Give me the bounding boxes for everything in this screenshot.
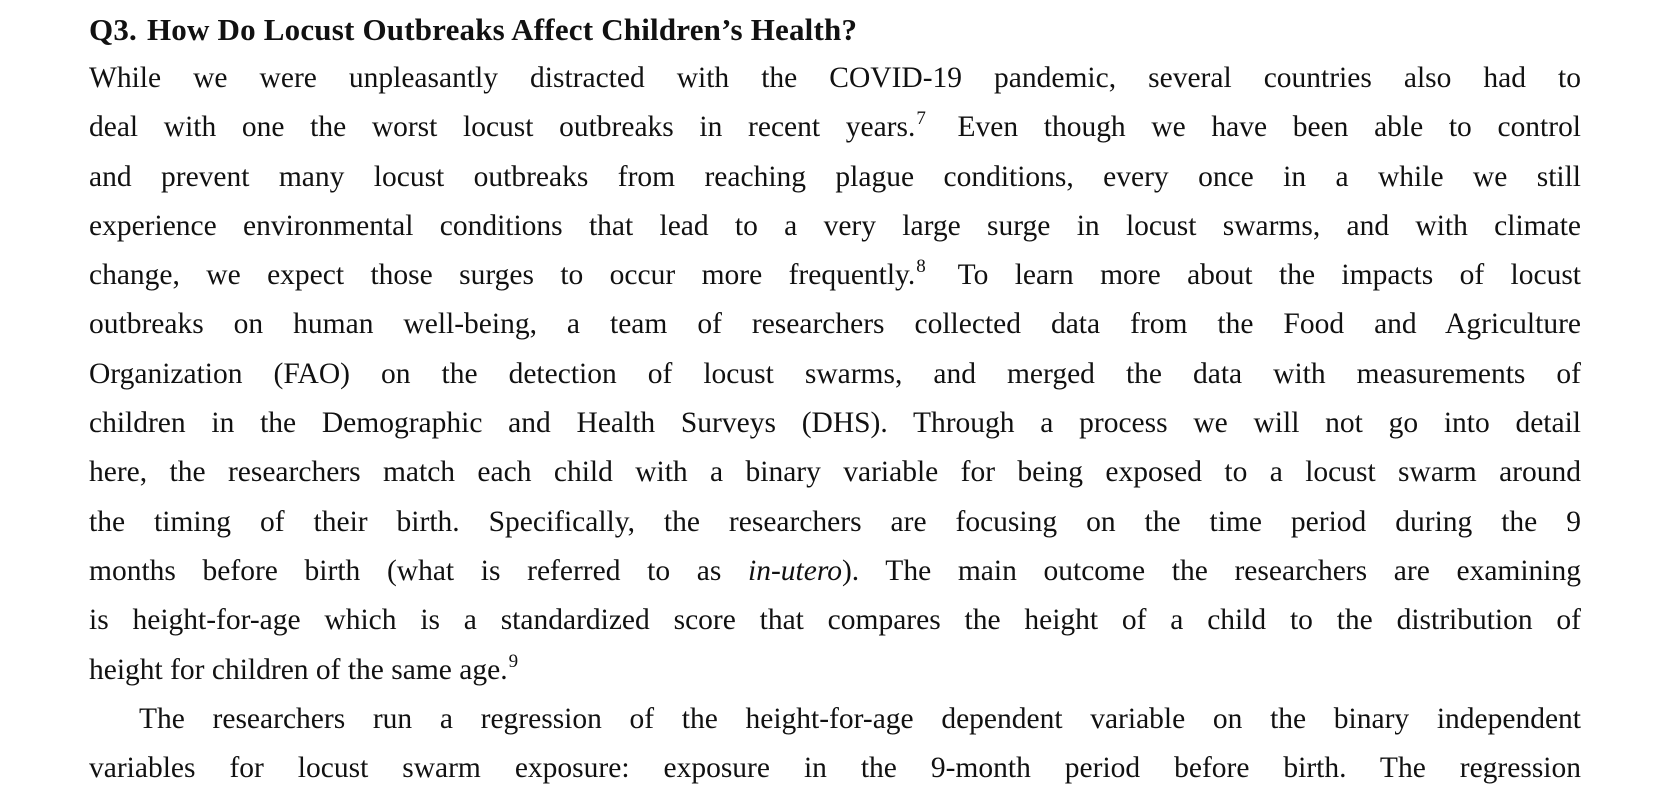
text-segment: months before birth (what is referred to as bbox=[89, 554, 722, 587]
text-line: here, the researchers match each child with a binary variable for being exposed to a locust swarm around bbox=[89, 456, 1581, 489]
text-segment: change, we expect those surges to occur more frequently. bbox=[89, 259, 916, 292]
text-segment: To learn more about the impacts of locust bbox=[957, 259, 1581, 292]
footnote-marker[interactable]: 8 bbox=[916, 256, 926, 278]
text-line: outbreaks on human well-being, a team of researchers collected data from the Food and Agriculture bbox=[89, 308, 1581, 341]
text-line: experience environmental conditions that lead to a very large surge in locust swarms, and with climate bbox=[89, 209, 1581, 242]
text-segment: ). The main outcome the researchers are examining bbox=[841, 554, 1581, 587]
text-line: is height-for-age which is a standardized score that compares the height of a child to the distribution of bbox=[89, 604, 1581, 637]
text-line: Organization (FAO) on the detection of locust swarms, and merged the data with measurements of bbox=[89, 357, 1581, 390]
text-line: the timing of their birth. Specifically, the researchers are focusing on the time period during the 9 bbox=[89, 505, 1581, 538]
text-line: and prevent many locust outbreaks from reaching plague conditions, every once in a while we still bbox=[89, 160, 1581, 193]
text-line bbox=[89, 251, 1581, 300]
text-line: variables for locust swarm exposure: exposure in the 9-month period before birth. The regression bbox=[89, 752, 1581, 785]
paragraph-intro bbox=[89, 54, 1581, 695]
text-segment: deal with one the worst locust outbreaks in recent years. bbox=[89, 111, 916, 144]
text-line: children in the Demographic and Health Surveys (DHS). Through a process we will not go into detail bbox=[89, 407, 1581, 440]
text-line bbox=[89, 646, 1581, 695]
footnote-marker[interactable]: 7 bbox=[916, 108, 926, 130]
text-segment: height for children of the same age. bbox=[89, 653, 508, 686]
question-title: How Do Locust Outbreaks Affect Children’s Health? bbox=[146, 12, 858, 47]
document-page bbox=[89, 6, 1581, 793]
section-heading bbox=[89, 6, 1581, 54]
question-number: Q3. bbox=[89, 12, 137, 47]
text-line bbox=[89, 103, 1581, 152]
paragraph-regression bbox=[89, 695, 1581, 794]
footnote-marker[interactable]: 9 bbox=[508, 650, 519, 672]
text-segment: Even though we have been able to control bbox=[957, 111, 1581, 144]
text-line: The researchers run a regression of the height-for-age dependent variable on the binary independent bbox=[139, 702, 1581, 735]
text-line bbox=[89, 547, 1581, 596]
text-line: While we were unpleasantly distracted with the COVID-19 pandemic, several countries also had to bbox=[89, 62, 1581, 94]
italic-term: in-utero bbox=[748, 554, 842, 587]
